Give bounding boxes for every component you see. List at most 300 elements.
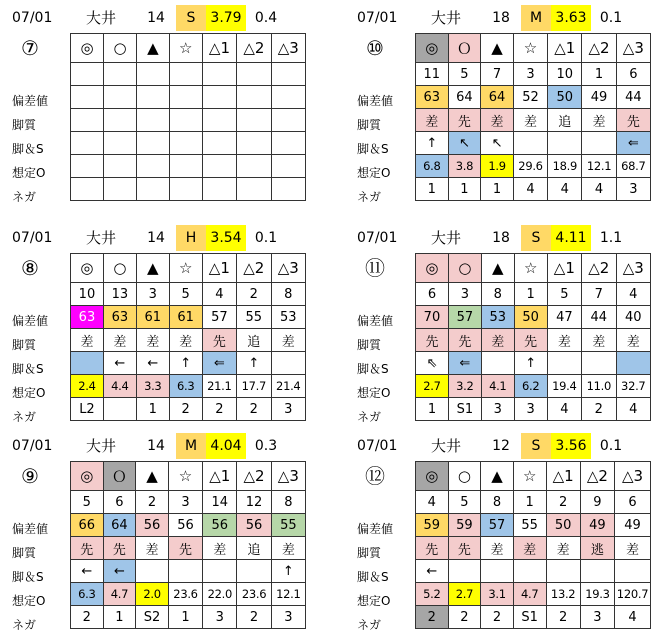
deviation-cell: 40 — [616, 306, 651, 329]
deviation-cell: 56 — [203, 514, 237, 537]
move-arrow-cell: ⇖ — [416, 352, 449, 375]
race-score: 3.56 — [551, 433, 591, 459]
horse-number-cell: 8 — [271, 283, 306, 306]
grid-row-marks — [71, 254, 306, 283]
negative-cell: 1 — [168, 606, 202, 629]
running-style-cell: 差 — [103, 329, 136, 352]
row-label-neg: ネガ — [12, 190, 37, 204]
row-label-dev: 偏差値 — [12, 94, 49, 108]
race-date: 07/01 — [12, 438, 53, 454]
deviation-cell: 70 — [416, 306, 449, 329]
estimated-odds-cell: 6.8 — [416, 155, 449, 178]
grid-row-nums — [71, 63, 306, 86]
grid-row-odds — [71, 583, 306, 606]
deviation-cell — [137, 86, 170, 109]
mark-cell: △1 — [546, 462, 580, 491]
move-arrow-cell — [71, 352, 104, 375]
mark-cell: ☆ — [513, 34, 547, 63]
horse-number-cell: 8 — [271, 491, 305, 514]
mark-cell: △1 — [202, 34, 236, 63]
race-panel — [6, 5, 306, 210]
negative-cell: S1 — [513, 606, 546, 629]
row-label-move: 脚＆S — [12, 142, 44, 156]
running-style-cell: 差 — [416, 109, 449, 132]
grade-badge: M — [521, 5, 551, 31]
estimated-odds-cell: 6.3 — [71, 583, 104, 606]
row-label-dev: 偏差値 — [12, 522, 49, 536]
negative-cell — [202, 178, 236, 201]
running-style-cell — [169, 109, 202, 132]
move-arrow-cell — [547, 352, 581, 375]
deviation-cell: 50 — [546, 514, 580, 537]
grid-row-nums — [416, 63, 651, 86]
race-number: ⑪ — [365, 256, 385, 280]
estimated-odds-cell: 2.4 — [71, 375, 104, 398]
venue-name: 大井 — [85, 229, 116, 247]
race-score: 3.79 — [206, 5, 246, 31]
mark-cell: ◎ — [416, 254, 449, 283]
mark-cell: △2 — [580, 462, 614, 491]
race-header — [6, 225, 306, 251]
race-date: 07/01 — [12, 10, 53, 26]
running-style-cell: 差 — [582, 109, 616, 132]
negative-cell: 4 — [582, 178, 616, 201]
horse-number-cell: 3 — [513, 63, 547, 86]
mark-cell: △1 — [202, 254, 236, 283]
prediction-grid — [70, 33, 306, 201]
estimated-odds-cell: 11.0 — [582, 375, 616, 398]
row-label-move: 脚＆S — [357, 362, 389, 376]
estimated-odds-cell: 19.3 — [580, 583, 614, 606]
mark-cell: ▲ — [136, 254, 169, 283]
grid-row-marks — [71, 462, 306, 491]
venue-name: 大井 — [430, 9, 461, 27]
grid-row-nums — [71, 283, 306, 306]
row-label-neg: ネガ — [12, 410, 37, 424]
grid-row-style — [416, 329, 651, 352]
move-arrow-cell — [71, 132, 104, 155]
row-label-style: 脚質 — [12, 546, 37, 560]
venue-name: 大井 — [85, 9, 116, 27]
mark-cell: △3 — [615, 462, 651, 491]
race-panel — [351, 5, 651, 210]
grid-row-odds — [71, 155, 306, 178]
running-style-cell: 先 — [448, 537, 481, 560]
horse-number-cell: 2 — [546, 491, 580, 514]
negative-cell: 1 — [448, 178, 481, 201]
grid-row-nums — [416, 283, 651, 306]
negative-cell: 2 — [448, 606, 481, 629]
estimated-odds-cell: 3.2 — [448, 375, 481, 398]
estimated-odds-cell: 18.9 — [548, 155, 582, 178]
horse-number-cell: 1 — [514, 283, 547, 306]
horse-number-cell — [104, 63, 137, 86]
running-style-cell — [237, 109, 271, 132]
horse-number-cell: 9 — [580, 491, 614, 514]
deviation-cell: 53 — [271, 306, 306, 329]
race-number: ⑨ — [21, 464, 39, 488]
horse-number-cell: 14 — [203, 491, 237, 514]
negative-cell: 3 — [271, 398, 306, 421]
horse-number-cell: 5 — [71, 491, 104, 514]
grid-row-marks — [416, 254, 651, 283]
move-arrow-cell — [580, 560, 614, 583]
extra-value: 0.1 — [254, 230, 278, 246]
estimated-odds-cell: 1.9 — [481, 155, 514, 178]
row-label-odds: 想定O — [357, 594, 391, 608]
race-score: 3.63 — [551, 5, 591, 31]
race-header — [6, 5, 306, 31]
move-arrow-cell: ↑ — [514, 352, 547, 375]
estimated-odds-cell: 17.7 — [237, 375, 271, 398]
extra-value: 0.4 — [254, 10, 278, 26]
row-label-odds: 想定O — [357, 166, 391, 180]
grid-row-dev — [71, 86, 306, 109]
estimated-odds-cell: 120.7 — [615, 583, 651, 606]
horse-number-cell: 12 — [237, 491, 271, 514]
negative-cell: 2 — [202, 398, 236, 421]
move-arrow-cell — [582, 352, 616, 375]
running-style-cell: 差 — [71, 329, 104, 352]
running-style-cell: 差 — [203, 537, 237, 560]
row-label-odds: 想定O — [12, 594, 46, 608]
row-label-neg: ネガ — [12, 618, 37, 632]
negative-cell: 1 — [416, 398, 449, 421]
move-arrow-cell: ↑ — [169, 352, 202, 375]
running-style-cell: 差 — [169, 329, 202, 352]
move-arrow-cell — [271, 132, 305, 155]
mark-cell: △2 — [582, 254, 616, 283]
row-label-dev: 偏差値 — [357, 94, 394, 108]
deviation-cell: 53 — [481, 306, 514, 329]
row-label-style: 脚質 — [357, 546, 382, 560]
mark-cell: ◎ — [71, 254, 104, 283]
prediction-grid — [415, 33, 651, 201]
negative-cell: 2 — [416, 606, 449, 629]
mark-cell: ▲ — [137, 34, 170, 63]
deviation-cell: 49 — [615, 514, 651, 537]
negative-cell: 1 — [481, 178, 514, 201]
grid-row-move — [416, 132, 651, 155]
horse-number-cell: 4 — [202, 283, 236, 306]
extra-value: 0.1 — [599, 438, 623, 454]
move-arrow-cell: ← — [103, 352, 136, 375]
mark-cell: △3 — [616, 34, 650, 63]
venue-name: 大井 — [430, 229, 461, 247]
estimated-odds-cell: 22.0 — [203, 583, 237, 606]
row-label-dev: 偏差値 — [357, 522, 394, 536]
negative-cell — [169, 178, 202, 201]
deviation-cell: 52 — [513, 86, 547, 109]
running-style-cell: 差 — [513, 537, 546, 560]
row-label-dev: 偏差値 — [357, 314, 394, 328]
estimated-odds-cell: 4.7 — [513, 583, 546, 606]
running-style-cell — [271, 109, 305, 132]
mark-cell: △2 — [237, 462, 271, 491]
deviation-cell: 64 — [448, 86, 481, 109]
move-arrow-cell: ↑ — [416, 132, 449, 155]
venue-name: 大井 — [430, 437, 461, 455]
extra-value: 0.1 — [599, 10, 623, 26]
row-label-move: 脚＆S — [12, 362, 44, 376]
race-number: ⑩ — [366, 36, 384, 60]
horse-number-cell: 2 — [136, 491, 169, 514]
move-arrow-cell — [203, 560, 237, 583]
deviation-cell: 57 — [202, 306, 236, 329]
race-number: ⑧ — [21, 256, 39, 280]
race-date: 07/01 — [12, 230, 53, 246]
estimated-odds-cell: 2.7 — [416, 375, 449, 398]
estimated-odds-cell: 23.6 — [237, 583, 271, 606]
move-arrow-cell — [481, 352, 514, 375]
race-panel — [6, 433, 306, 638]
move-arrow-cell: ⇐ — [448, 352, 481, 375]
estimated-odds-cell — [71, 155, 104, 178]
runner-count: 18 — [492, 10, 510, 26]
row-label-odds: 想定O — [357, 386, 391, 400]
horse-number-cell: 10 — [548, 63, 582, 86]
running-style-cell: 追 — [548, 109, 582, 132]
estimated-odds-cell — [271, 155, 305, 178]
mark-cell: Ｏ — [448, 34, 481, 63]
negative-cell — [237, 178, 271, 201]
negative-cell: 3 — [580, 606, 614, 629]
deviation-cell — [237, 86, 271, 109]
horse-number-cell — [71, 63, 104, 86]
mark-cell: △3 — [271, 34, 305, 63]
grid-row-neg — [416, 398, 651, 421]
row-label-neg: ネガ — [357, 618, 382, 632]
estimated-odds-cell: 4.7 — [103, 583, 136, 606]
deviation-cell: 61 — [136, 306, 169, 329]
negative-cell: 4 — [615, 606, 651, 629]
grid-row-nums — [71, 491, 306, 514]
horse-number-cell: 8 — [481, 491, 514, 514]
move-arrow-cell — [136, 560, 169, 583]
running-style-cell: 先 — [514, 329, 547, 352]
horse-number-cell — [137, 63, 170, 86]
horse-number-cell — [202, 63, 236, 86]
mark-cell: ○ — [448, 254, 481, 283]
race-panel — [351, 433, 651, 638]
estimated-odds-cell: 12.1 — [271, 583, 305, 606]
running-style-cell: 先 — [202, 329, 236, 352]
race-date: 07/01 — [357, 230, 398, 246]
estimated-odds-cell: 6.2 — [514, 375, 547, 398]
estimated-odds-cell — [104, 155, 137, 178]
negative-cell: L2 — [71, 398, 104, 421]
move-arrow-cell: ← — [71, 560, 104, 583]
running-style-cell: 差 — [136, 329, 169, 352]
negative-cell: 2 — [237, 606, 271, 629]
mark-cell: Ｏ — [103, 462, 136, 491]
runner-count: 14 — [147, 230, 165, 246]
horse-number-cell: 6 — [616, 63, 650, 86]
runner-count: 12 — [492, 438, 510, 454]
grade-badge: H — [176, 225, 206, 251]
grid-row-odds — [416, 583, 651, 606]
running-style-cell: 差 — [616, 329, 651, 352]
deviation-cell: 63 — [416, 86, 449, 109]
move-arrow-cell — [169, 132, 202, 155]
horse-number-cell: 5 — [448, 491, 481, 514]
negative-cell: 3 — [481, 398, 514, 421]
row-label-style: 脚質 — [12, 338, 37, 352]
move-arrow-cell: ← — [103, 560, 136, 583]
grid-row-odds — [416, 155, 651, 178]
estimated-odds-cell — [169, 155, 202, 178]
move-arrow-cell — [271, 352, 306, 375]
estimated-odds-cell — [137, 155, 170, 178]
row-label-move: 脚＆S — [357, 570, 389, 584]
running-style-cell: 先 — [448, 109, 481, 132]
horse-number-cell: 6 — [103, 491, 136, 514]
horse-number-cell: 6 — [416, 283, 449, 306]
running-style-cell: 差 — [547, 329, 581, 352]
move-arrow-cell: ↖ — [448, 132, 481, 155]
deviation-cell: 50 — [514, 306, 547, 329]
negative-cell: 1 — [136, 398, 169, 421]
move-arrow-cell — [202, 132, 236, 155]
move-arrow-cell: ↖ — [481, 132, 514, 155]
prediction-grid — [70, 253, 306, 421]
horse-number-cell — [169, 63, 202, 86]
horse-number-cell — [237, 63, 271, 86]
prediction-grid — [415, 253, 651, 421]
deviation-cell: 49 — [582, 86, 616, 109]
negative-cell — [104, 178, 137, 201]
negative-cell: 4 — [513, 178, 547, 201]
grid-row-style — [71, 329, 306, 352]
deviation-cell — [71, 86, 104, 109]
deviation-cell: 64 — [481, 86, 514, 109]
negative-cell: 2 — [169, 398, 202, 421]
row-label-odds: 想定O — [12, 166, 46, 180]
running-style-cell: 追 — [237, 329, 271, 352]
deviation-cell: 63 — [71, 306, 104, 329]
mark-cell: ▲ — [481, 34, 514, 63]
row-label-style: 脚質 — [357, 118, 382, 132]
deviation-cell: 56 — [237, 514, 271, 537]
mark-cell: ☆ — [513, 462, 546, 491]
deviation-cell — [202, 86, 236, 109]
mark-cell: ◎ — [416, 34, 449, 63]
mark-cell: ◎ — [71, 462, 104, 491]
move-arrow-cell — [513, 132, 547, 155]
race-score: 4.11 — [551, 225, 591, 251]
running-style-cell: 差 — [481, 537, 514, 560]
negative-cell: S2 — [136, 606, 169, 629]
grid-row-style — [71, 537, 306, 560]
horse-number-cell: 13 — [103, 283, 136, 306]
deviation-cell — [104, 86, 137, 109]
deviation-cell: 57 — [448, 306, 481, 329]
grid-row-odds — [71, 375, 306, 398]
negative-cell: 4 — [616, 398, 651, 421]
running-style-cell: 先 — [448, 329, 481, 352]
mark-cell: ▲ — [481, 462, 514, 491]
estimated-odds-cell: 12.1 — [582, 155, 616, 178]
horse-number-cell: 6 — [615, 491, 651, 514]
running-style-cell: 追 — [237, 537, 271, 560]
row-label-style: 脚質 — [12, 118, 37, 132]
move-arrow-cell — [448, 560, 481, 583]
negative-cell — [71, 178, 104, 201]
mark-cell: △2 — [237, 34, 271, 63]
deviation-cell: 61 — [169, 306, 202, 329]
estimated-odds-cell: 2.7 — [448, 583, 481, 606]
running-style-cell: 差 — [481, 329, 514, 352]
mark-cell: △1 — [547, 254, 581, 283]
move-arrow-cell: ↑ — [237, 352, 271, 375]
grid-row-move — [71, 560, 306, 583]
negative-cell: 3 — [616, 178, 650, 201]
move-arrow-cell — [615, 560, 651, 583]
move-arrow-cell: ⇐ — [616, 132, 650, 155]
move-arrow-cell: ↑ — [271, 560, 305, 583]
move-arrow-cell — [481, 560, 514, 583]
horse-number-cell: 4 — [416, 491, 449, 514]
deviation-cell: 57 — [481, 514, 514, 537]
running-style-cell — [71, 109, 104, 132]
grid-row-dev — [71, 514, 306, 537]
running-style-cell: 差 — [481, 109, 514, 132]
move-arrow-cell — [546, 560, 580, 583]
race-header — [6, 433, 306, 459]
race-panel — [6, 225, 306, 430]
grade-badge: S — [521, 225, 551, 251]
deviation-cell: 47 — [547, 306, 581, 329]
race-header — [351, 433, 651, 459]
running-style-cell: 差 — [546, 537, 580, 560]
row-label-dev: 偏差値 — [12, 314, 49, 328]
estimated-odds-cell: 3.3 — [136, 375, 169, 398]
estimated-odds-cell: 21.4 — [271, 375, 306, 398]
horse-number-cell: 5 — [547, 283, 581, 306]
race-date: 07/01 — [357, 438, 398, 454]
grid-row-move — [71, 352, 306, 375]
race-number: ⑫ — [365, 464, 385, 488]
grid-row-neg — [416, 178, 651, 201]
estimated-odds-cell: 3.1 — [481, 583, 514, 606]
row-label-neg: ネガ — [357, 190, 382, 204]
estimated-odds-cell: 6.3 — [169, 375, 202, 398]
mark-cell: ☆ — [169, 34, 202, 63]
deviation-cell: 55 — [271, 514, 305, 537]
mark-cell: ☆ — [514, 254, 547, 283]
grid-row-dev — [416, 306, 651, 329]
running-style-cell: 先 — [416, 537, 449, 560]
estimated-odds-cell: 2.0 — [136, 583, 169, 606]
grid-row-neg — [71, 398, 306, 421]
negative-cell: 2 — [546, 606, 580, 629]
deviation-cell: 59 — [416, 514, 449, 537]
extra-value: 0.3 — [254, 438, 278, 454]
negative-cell: 1 — [103, 606, 136, 629]
grid-row-move — [416, 352, 651, 375]
negative-cell: 2 — [582, 398, 616, 421]
negative-cell: S1 — [448, 398, 481, 421]
grid-row-neg — [416, 606, 651, 629]
negative-cell: 2 — [481, 606, 514, 629]
row-label-neg: ネガ — [357, 410, 382, 424]
deviation-cell — [169, 86, 202, 109]
estimated-odds-cell: 32.7 — [616, 375, 651, 398]
negative-cell — [103, 398, 136, 421]
negative-cell: 4 — [547, 398, 581, 421]
deviation-cell: 56 — [168, 514, 202, 537]
estimated-odds-cell — [237, 155, 271, 178]
